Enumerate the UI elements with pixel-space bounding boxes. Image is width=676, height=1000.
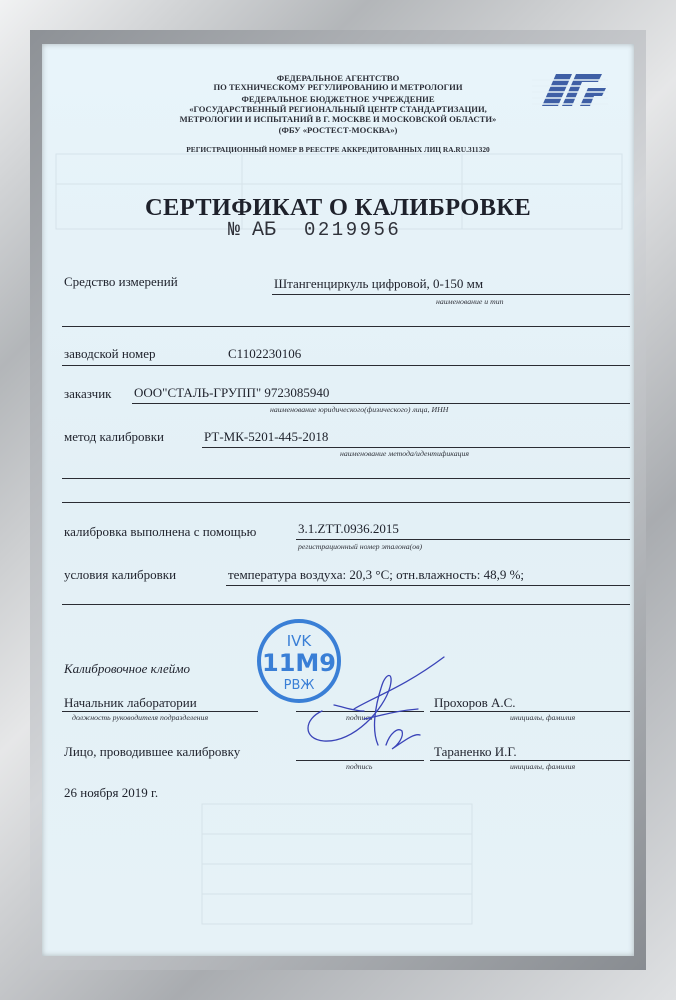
certificate-number: 0219956 — [304, 219, 402, 241]
standard-caption: регистрационный номер эталона(ов) — [298, 542, 423, 551]
serial-underline — [62, 365, 630, 366]
customer-label: заказчик — [64, 386, 112, 401]
method-value: РТ-МК-5201-445-2018 — [204, 429, 329, 444]
calibrator-sign-caption: подпись — [346, 762, 373, 771]
stamp-label: Калибровочное клеймо — [64, 661, 191, 676]
method-label: метод калибровки — [64, 429, 164, 444]
method-underline — [202, 447, 630, 448]
instrument-value: Штангенциркуль цифровой, 0-150 мм — [274, 276, 484, 291]
security-pattern — [42, 44, 634, 956]
handwritten-signature — [294, 649, 454, 759]
calibrator-role: Лицо, проводившее калибровку — [64, 744, 241, 759]
serial-value: C1102230106 — [228, 346, 302, 361]
conditions-underline — [226, 585, 630, 586]
standard-value: 3.1.ZTT.0936.2015 — [298, 521, 399, 536]
head-role: Начальник лаборатории — [64, 695, 197, 710]
customer-underline — [132, 403, 630, 404]
standard-underline — [296, 539, 630, 540]
blank-line-3 — [62, 502, 630, 503]
calibrator-sign-underline — [296, 760, 424, 761]
calibrator-name: Тараненко И.Г. — [434, 744, 517, 759]
issue-date: 26 ноября 2019 г. — [64, 785, 159, 800]
head-name-underline — [430, 711, 630, 712]
head-role-caption: должность руководителя подразделения — [72, 713, 209, 722]
conditions-label: условия калибровки — [64, 567, 177, 582]
certificate-number-label: № АБ — [228, 219, 277, 242]
certificate-title: СЕРТИФИКАТ О КАЛИБРОВКЕ — [145, 194, 531, 221]
stamp-middle-text: 11М9 — [262, 649, 336, 677]
registry-number: РЕГИСТРАЦИОННЫЙ НОМЕР В РЕЕСТРЕ АККРЕДИТОВАННЫХ ЛИЦ RA.RU.311320 — [186, 145, 490, 154]
stamp-bottom-text: РВЖ — [283, 678, 315, 693]
institution-name-2: МЕТРОЛОГИИ И ИСПЫТАНИЙ В Г. МОСКВЕ И МОСКОВСКОЙ ОБЛАСТИ» — [179, 114, 497, 124]
blank-line-2 — [62, 478, 630, 479]
serial-label: заводской номер — [64, 346, 156, 361]
calibrator-name-caption: инициалы, фамилия — [510, 762, 576, 771]
instrument-caption: наименование и тип — [436, 297, 504, 306]
instrument-label: Средство измерений — [64, 274, 178, 289]
agency-subtitle: ПО ТЕХНИЧЕСКОМУ РЕГУЛИРОВАНИЮ И МЕТРОЛОГИИ — [213, 82, 463, 92]
agency-name: ФЕДЕРАЛЬНОЕ АГЕНТСТВО — [276, 73, 400, 83]
blank-line-4 — [62, 604, 630, 605]
customer-caption: наименование юридического(физического) лица, ИНН — [270, 405, 449, 414]
standard-label: калибровка выполнена с помощью — [64, 524, 257, 539]
instrument-underline — [272, 294, 630, 295]
calibrator-name-underline — [430, 760, 630, 761]
certificate-document — [42, 44, 634, 956]
conditions-value: температура воздуха: 20,3 °С; отн.влажность: 48,9 %; — [228, 567, 525, 582]
method-caption: наименование метода/идентификация — [340, 449, 470, 458]
rostest-logo-icon — [532, 66, 608, 114]
blank-line-1 — [62, 326, 630, 327]
institution-type: ФЕДЕРАЛЬНОЕ БЮДЖЕТНОЕ УЧРЕЖДЕНИЕ — [241, 94, 435, 104]
head-sign-caption: подпись — [346, 713, 373, 722]
head-role-underline — [62, 711, 258, 712]
institution-short: (ФБУ «РОСТЕСТ-МОСКВА») — [278, 125, 398, 135]
stamp-top-text: IVK — [286, 632, 312, 650]
institution-name-1: «ГОСУДАРСТВЕННЫЙ РЕГИОНАЛЬНЫЙ ЦЕНТР СТАНДАРТИЗАЦИИ, — [189, 104, 487, 114]
customer-value: ООО"СТАЛЬ-ГРУПП" 9723085940 — [134, 385, 330, 400]
head-name: Прохоров А.С. — [434, 695, 516, 710]
head-name-caption: инициалы, фамилия — [510, 713, 576, 722]
